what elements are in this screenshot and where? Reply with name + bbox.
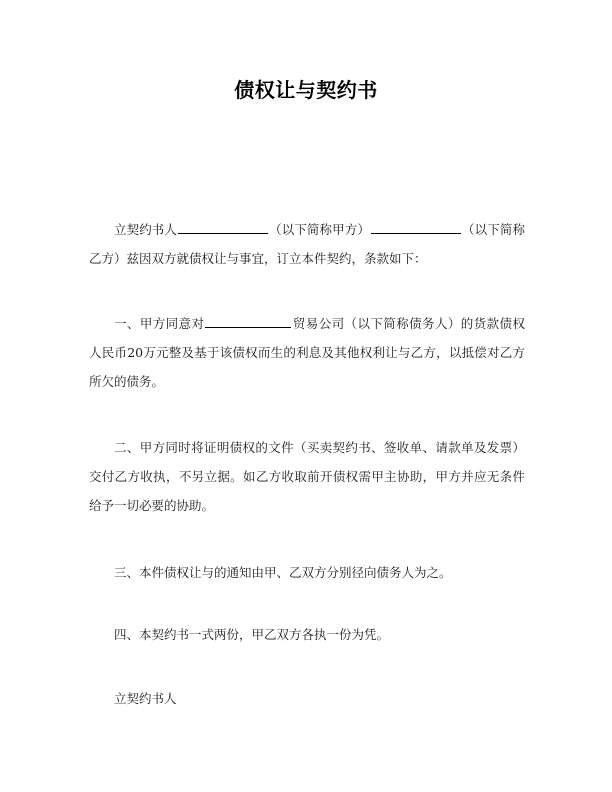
party-b-blank <box>371 221 461 235</box>
document-title: 债权让与契约书 <box>234 78 378 102</box>
clause-1-paragraph <box>89 309 525 396</box>
clause-1-text-1: 一、甲方同意对 <box>114 316 205 331</box>
intro-text-3: （以下简称乙方）兹因双方就债权让与事宜，订立本件契约，条款如下： <box>89 222 525 266</box>
signature-line: 立契约书人 <box>114 691 177 706</box>
intro-text-2: （以下简称甲方） <box>269 222 370 237</box>
clause-3-paragraph: 三、本件债权让与的通知由甲、乙双方分别径向债务人为之。 <box>114 565 452 580</box>
clause-4-paragraph: 四、本契约书一式两份，甲乙双方各执一份为凭。 <box>114 627 390 642</box>
intro-text-1: 立契约书人 <box>114 222 178 237</box>
clause-1-text-2: 贸易公司（以下简称债务人）的货款债权人民币20万元整及基于该债权而生的利息及其他权利让与乙方，以抵偿对乙方所欠的债务。 <box>89 316 525 389</box>
intro-paragraph <box>89 215 525 273</box>
clause-2-paragraph: 二、甲方同时将证明债权的文件（买卖契约书、签收单、请款单及发票）交付乙方收执，不另立据。如乙方收取前开债权需甲主协助，甲方并应无条件给予一切必要的协助。 <box>89 440 525 513</box>
party-a-blank <box>178 221 268 235</box>
debtor-blank <box>205 315 291 329</box>
